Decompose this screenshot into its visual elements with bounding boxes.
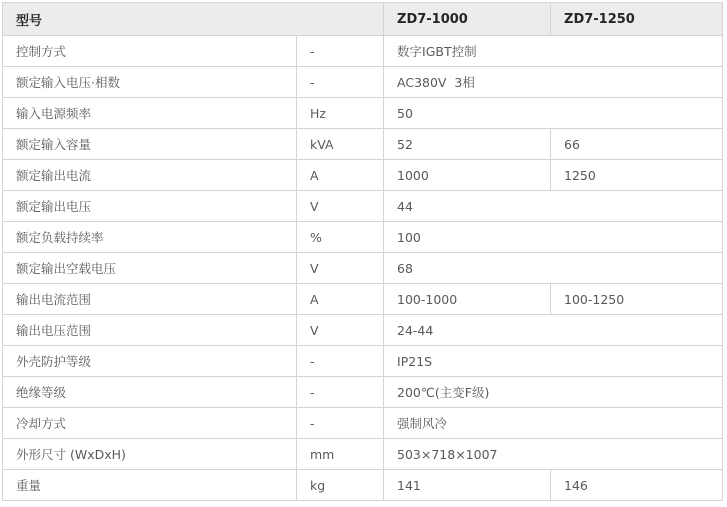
table-row [3,98,723,129]
unit-cell: mm [297,439,384,470]
value-cell: 1250 [551,160,723,191]
value-cell: 强制风冷 [384,408,723,439]
table-row [3,284,723,315]
table-header [3,3,723,36]
unit-cell: kg [297,470,384,501]
table-row [3,408,723,439]
table-row [3,439,723,470]
unit-cell: % [297,222,384,253]
unit-cell: - [297,377,384,408]
unit-cell: V [297,253,384,284]
spec-label-cell: 额定输入容量 [3,129,297,160]
unit-cell: - [297,346,384,377]
value-cell: 100-1250 [551,284,723,315]
table-row [3,191,723,222]
spec-label-cell: 额定输出电压 [3,191,297,222]
unit-cell: - [297,408,384,439]
value-cell: 1000 [384,160,551,191]
spec-label-cell: 额定负载持续率 [3,222,297,253]
value-cell: AC380V 3相 [384,67,723,98]
value-cell: 24-44 [384,315,723,346]
table-row [3,346,723,377]
value-cell: IP21S [384,346,723,377]
unit-cell: V [297,315,384,346]
value-cell: 141 [384,470,551,501]
spec-label-cell: 控制方式 [3,36,297,67]
value-cell: 100 [384,222,723,253]
spec-label-cell: 输入电源频率 [3,98,297,129]
table-row [3,222,723,253]
table-row [3,470,723,501]
unit-cell: V [297,191,384,222]
spec-table [2,2,723,501]
value-cell: 68 [384,253,723,284]
value-cell: 数字IGBT控制 [384,36,723,67]
spec-label-cell: 额定输出电流 [3,160,297,191]
unit-cell: - [297,36,384,67]
value-cell: 50 [384,98,723,129]
value-cell: 66 [551,129,723,160]
spec-label-cell: 输出电流范围 [3,284,297,315]
header-model-zd7-1250: ZD7-1250 [551,3,723,36]
header-row [3,3,723,36]
spec-label-cell: 重量 [3,470,297,501]
table-row [3,67,723,98]
spec-label-cell: 外壳防护等级 [3,346,297,377]
table-body [3,36,723,501]
unit-cell: A [297,284,384,315]
value-cell: 146 [551,470,723,501]
spec-label-cell: 外形尺寸 (WxDxH) [3,439,297,470]
header-model-label: 型号 [3,3,384,36]
value-cell: 44 [384,191,723,222]
unit-cell: - [297,67,384,98]
table-row [3,377,723,408]
spec-label-cell: 额定输出空载电压 [3,253,297,284]
unit-cell: A [297,160,384,191]
header-model-zd7-1000: ZD7-1000 [384,3,551,36]
value-cell: 52 [384,129,551,160]
value-cell: 200℃(主变F级) [384,377,723,408]
spec-label-cell: 冷却方式 [3,408,297,439]
value-cell: 100-1000 [384,284,551,315]
spec-label-cell: 额定输入电压·相数 [3,67,297,98]
table-row [3,315,723,346]
unit-cell: Hz [297,98,384,129]
table-row [3,253,723,284]
table-row [3,36,723,67]
table-row [3,160,723,191]
spec-label-cell: 绝缘等级 [3,377,297,408]
unit-cell: kVA [297,129,384,160]
table-row [3,129,723,160]
value-cell: 503×718×1007 [384,439,723,470]
spec-label-cell: 输出电压范围 [3,315,297,346]
